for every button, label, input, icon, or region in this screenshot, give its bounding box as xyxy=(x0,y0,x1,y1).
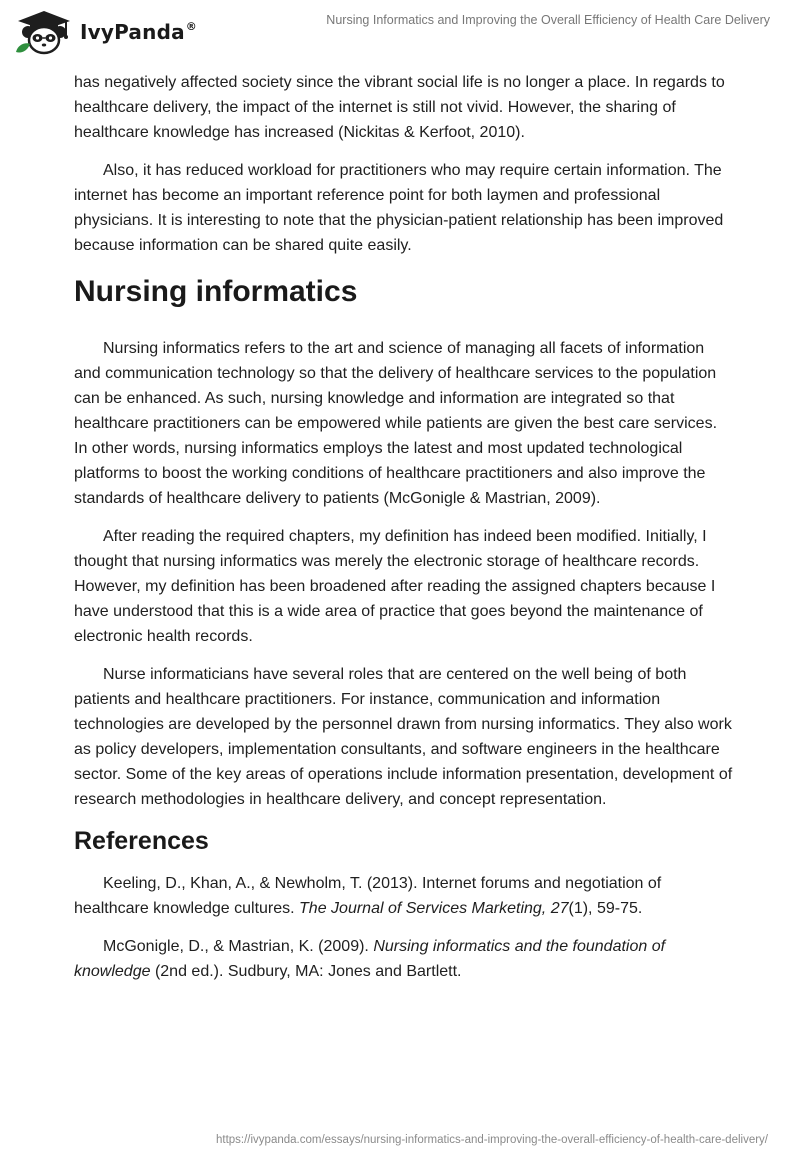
reference-book-title: Nursing informatics and the foundation of knowledge xyxy=(74,938,666,980)
page-header xyxy=(0,0,800,64)
paragraph-informaticians-roles: Nurse informaticians have several roles that are centered on the well being of both patients and healthcare practitioners. For instance, communication and information technologies are developed by the personnel drawn from nursing informatics. They also work as policy developers, implementation consultants, and software engineers in the healthcare sector. Some of the key areas of operations include information presentation, development of research methodologies in healthcare delivery, and concept representation. xyxy=(74,666,733,808)
reference-journal: The Journal of Services Marketing, 27 xyxy=(299,900,569,917)
reference-item xyxy=(74,871,734,921)
panda-graduation-logo-icon xyxy=(14,8,74,56)
footer-source-url[interactable]: https://ivypanda.com/essays/nursing-informatics-and-improving-the-overall-efficiency-of-health-care-delivery/ xyxy=(215,1134,768,1146)
paragraph-definition-modified: After reading the required chapters, my definition has indeed been modified. Initially, I thought that nursing informatics was merely the electronic storage of healthcare records. However, my definition has been broadened after reading the assigned chapters because I have understood that this is a wide area of practice that goes beyond the maintenance of electronic health records. xyxy=(74,528,716,645)
paragraph-also: Also, it has reduced workload for practitioners who may require certain information. The internet has become an important reference point for both laymen and professional physicians. It is interesting to note that the physician-patient relationship has been improved because information can be shared quite easily. xyxy=(74,162,724,254)
reference-item xyxy=(74,934,734,984)
reference-text: (1), 59-75. xyxy=(568,900,643,917)
heading-references: References xyxy=(74,827,209,855)
reference-text: (2nd ed.). Sudbury, MA: Jones and Bartlett. xyxy=(150,963,462,980)
paragraph-nursing-definition: Nursing informatics refers to the art and science of managing all facets of information and communication technology so that the delivery of healthcare services to the population can be enhanced. As such, nursing knowledge and information are integrated so that healthcare practitioners can be empowered while patients are given the best care services. In other words, nursing informatics employs the latest and most updated technological platforms to boost the working conditions of healthcare practitioners and also improve the standards of healthcare delivery to patients (McGonigle & Mastrian, 2009). xyxy=(74,340,718,507)
essay-body xyxy=(74,70,734,997)
paragraph-intro: has negatively affected society since the vibrant social life is no longer a place. In regards to healthcare delivery, the impact of the internet is still not vivid. However, the sharing of healthcare knowledge has increased (Nickitas & Kerfoot, 2010). xyxy=(74,74,725,141)
brand-name: IvyPanda® xyxy=(80,20,197,44)
reference-text: McGonigle, D., & Mastrian, K. (2009). xyxy=(103,938,374,955)
document-title: Nursing Informatics and Improving the Overall Efficiency of Health Care Delivery xyxy=(326,13,770,27)
brand-logo[interactable] xyxy=(14,8,197,56)
reference-text: Keeling, D., Khan, A., & Newholm, T. (2013). Internet forums and negotiation of healthcare knowledge cultures. xyxy=(74,875,662,917)
registered-mark: ® xyxy=(185,20,197,33)
heading-nursing-informatics: Nursing informatics xyxy=(74,275,358,308)
